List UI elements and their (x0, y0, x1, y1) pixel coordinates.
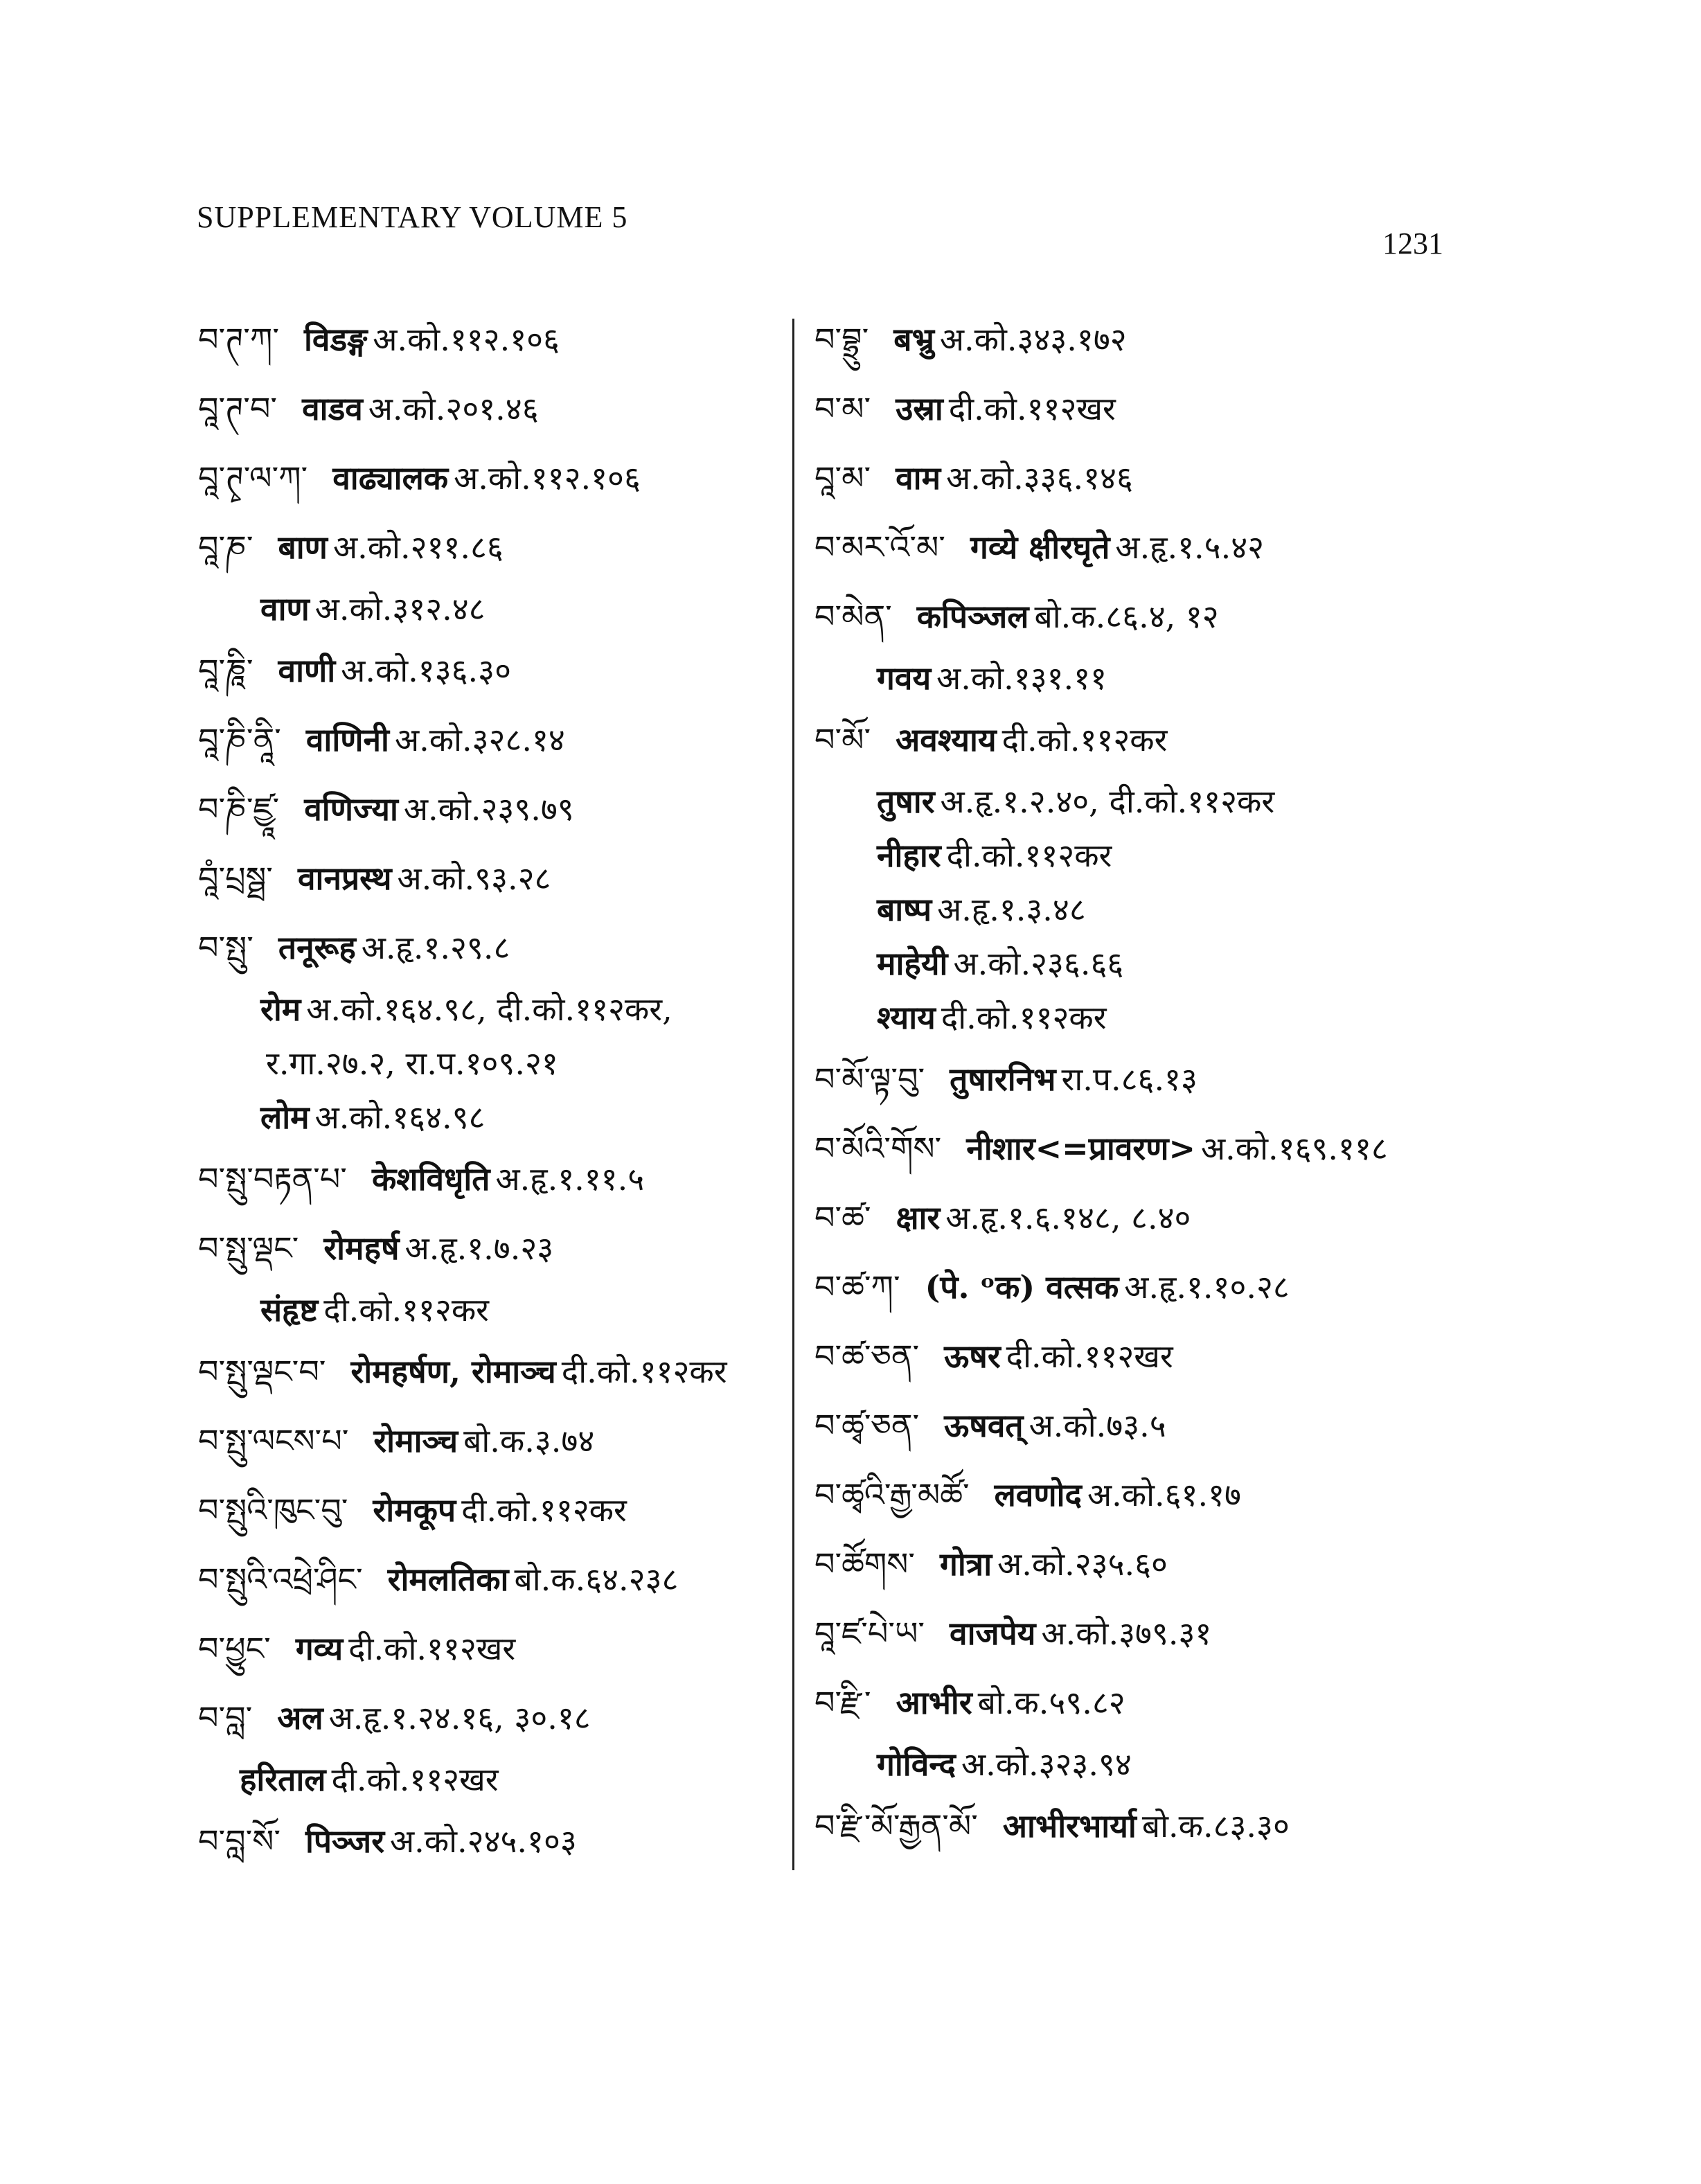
sub-entry (814, 936, 1466, 991)
dictionary-entry (198, 443, 794, 513)
tibetan-headword: བ་བླ་ (198, 1699, 253, 1737)
tibetan-headword: བ་ཕྱུང་ (198, 1630, 271, 1667)
tibetan-headword: བ་སྤུ་ལངས་པ་ (198, 1422, 349, 1459)
dictionary-entry (198, 1806, 794, 1876)
reference: अ.को.३४३.१७२ (939, 321, 1127, 358)
tibetan-headword: བ་སྤུ་ལྡང་ (198, 1229, 299, 1267)
reference: बो.क.६४.२३८ (514, 1561, 679, 1598)
dictionary-entry (198, 513, 794, 582)
sanskrit-equivalent: गोत्रा (940, 1545, 992, 1583)
sanskrit-equivalent: नीहार (877, 837, 941, 874)
sanskrit-equivalent: (पे. ᵒक) वत्सक (925, 1268, 1119, 1306)
reference: अ.को.१६४.९८ (314, 1099, 486, 1136)
dictionary-entry (814, 374, 1466, 443)
sanskrit-equivalent: तुषारनिभ (950, 1060, 1056, 1098)
dictionary-entry (814, 1529, 1466, 1599)
reference: अ.को.१३६.३० (341, 652, 512, 689)
sanskrit-equivalent: पिञ्जर (305, 1822, 385, 1860)
tibetan-headword: བ་སྤུ་ (198, 929, 253, 966)
dictionary-entry (814, 1114, 1466, 1183)
tibetan-headword: བཱ་ཊྭ་ལ་ཀ་ (198, 459, 308, 497)
reference: अ.हृ.१.३.४८ (937, 891, 1086, 928)
sanskrit-equivalent: वाडव (302, 390, 363, 427)
dictionary-entry (814, 1252, 1466, 1322)
tibetan-headword: བ་ཊ་ཀ་ (198, 321, 279, 358)
sanskrit-equivalent: श्याय (877, 999, 936, 1036)
sub-entry (814, 774, 1466, 828)
sanskrit-equivalent: गव्य (295, 1630, 344, 1667)
reference: अ.को.३१२.४८ (314, 590, 486, 628)
dictionary-entry (814, 1322, 1466, 1391)
reference: दी.को.११२कर (946, 837, 1112, 874)
reference: दी.को.११२खर (948, 390, 1116, 427)
left-column (198, 305, 794, 1876)
dictionary-entry (814, 1599, 1466, 1668)
reference: अ.को.१६९.११८ (1201, 1130, 1388, 1167)
dictionary-entry (814, 1391, 1466, 1460)
tibetan-headword: བ་མར་འོ་མ་ (814, 529, 945, 566)
sanskrit-equivalent: नीशार<=प्रावरण> (966, 1130, 1196, 1167)
dictionary-entry (198, 636, 794, 705)
dictionary-entry (198, 1545, 794, 1614)
reference: बो.क.३.७४ (463, 1422, 595, 1459)
sanskrit-equivalent: उस्रा (896, 390, 943, 427)
tibetan-headword: བཱཾ་པྲསྠ་ (198, 860, 273, 897)
tibetan-headword: བ་སྤུ་ལྡང་བ་ (198, 1353, 326, 1390)
reference: अ.को.९३.२८ (397, 860, 551, 897)
sub-entry (198, 582, 794, 636)
tibetan-headword: བཱ་ཎཱི་ (198, 652, 253, 689)
reference: दी.को.११२खर (348, 1630, 516, 1667)
reference: अ.को.२४५.१०३ (390, 1822, 577, 1860)
dictionary-entry (814, 443, 1466, 513)
dictionary-entry (814, 705, 1466, 774)
sanskrit-equivalent: गवय (877, 659, 932, 697)
sub-entry (198, 1090, 794, 1144)
dictionary-entry (198, 305, 794, 374)
sanskrit-equivalent: वाणिनी (305, 721, 389, 758)
sub-entry (198, 982, 794, 1036)
sanskrit-equivalent: बाष्प (877, 891, 932, 928)
reference: अ.हृ.१.६.१४८, ८.४० (945, 1199, 1191, 1236)
reference: अ.हृ.१.७.२३ (404, 1229, 554, 1267)
dictionary-entry (198, 774, 794, 844)
tibetan-headword: བ་ཎི་ཛྱཱ་ (198, 790, 280, 828)
dictionary-entry (198, 1406, 794, 1475)
reference: अ.को.११२.१०६ (454, 459, 641, 497)
dictionary-entry (814, 582, 1466, 651)
reference: अ.को.११२.१०६ (373, 321, 560, 358)
sanskrit-equivalent: विडङ्ग (303, 321, 368, 358)
tibetan-headword: བཱ་ཎ་ (198, 529, 253, 566)
sub-entry (198, 1036, 794, 1090)
sanskrit-equivalent: संहृष्ट (260, 1291, 319, 1329)
sanskrit-equivalent: रोमहर्ष (323, 1229, 400, 1267)
tibetan-headword: བཱ་ཛ་པེ་ཡ་ (814, 1615, 925, 1652)
reference: अ.हृ.१.१०.२८ (1124, 1268, 1290, 1306)
dictionary-entry (198, 1614, 794, 1683)
tibetan-headword: བ་རྫི་མོ་རྒྱན་མོ་ (814, 1807, 978, 1845)
dictionary-entry (814, 305, 1466, 374)
reference: अ.हृ.१.२.४०, दी.को.११२कर (940, 783, 1275, 820)
dictionary-entry (198, 1144, 794, 1214)
tibetan-headword: བ་ཚ་ (814, 1199, 871, 1236)
sanskrit-equivalent: हरिताल (240, 1761, 326, 1798)
sanskrit-equivalent: रोमलतिका (387, 1561, 509, 1598)
sub-entry (814, 828, 1466, 882)
reference: अ.को.३३६.१४६ (946, 459, 1133, 497)
reference: बो.क.८६.४, १२ (1034, 598, 1219, 635)
reference: अ.को.२११.८६ (332, 529, 504, 566)
dictionary-entry (198, 705, 794, 774)
sanskrit-equivalent: वानप्रस्थ (297, 860, 392, 897)
right-column (814, 305, 1466, 1861)
sanskrit-equivalent: ऊषवत् (944, 1407, 1024, 1444)
column-divider (792, 319, 794, 1870)
sanskrit-equivalent: वाण (260, 590, 310, 628)
reference: दी.को.११२खर (331, 1761, 499, 1798)
dictionary-entry (814, 1460, 1466, 1529)
tibetan-headword: བ་ཚོགས་ (814, 1545, 915, 1583)
sub-entry (814, 882, 1466, 936)
tibetan-headword: བ་མེན་ (814, 598, 892, 635)
tibetan-headword: བ་མོ་ (814, 721, 871, 758)
sanskrit-equivalent: माहेयी (877, 945, 948, 982)
dictionary-entry (198, 1683, 794, 1752)
tibetan-headword: བ་མོ་ལྟ་བུ་ (814, 1060, 925, 1098)
sub-entry (814, 1737, 1466, 1791)
sanskrit-equivalent: तनूरूह (278, 929, 356, 966)
sanskrit-equivalent: आभीरभार्या (1002, 1807, 1137, 1845)
sanskrit-equivalent: रोम (260, 991, 301, 1028)
reference: र.गा.२७.२, रा.प.१०९.२१ (266, 1045, 558, 1082)
dictionary-entry (814, 513, 1466, 582)
sanskrit-equivalent: रोमहर्षण, रोमाञ्च (350, 1353, 556, 1390)
dictionary-entry (198, 844, 794, 913)
reference: अ.हृ.१.२९.८ (361, 929, 510, 966)
reference: अ.को.३७९.३१ (1041, 1615, 1212, 1652)
reference: बो.क.८३.३० (1141, 1807, 1290, 1845)
tibetan-headword: བ་མོའི་གོས་ (814, 1130, 942, 1167)
reference: अ.हृ.१.५.४२ (1115, 529, 1265, 566)
reference: अ.हृ.१.११.५ (495, 1160, 645, 1198)
dictionary-entry (198, 1337, 794, 1406)
sanskrit-equivalent: गव्ये क्षीरघृते (970, 529, 1110, 566)
sanskrit-equivalent: क्षार (896, 1199, 941, 1236)
reference: अ.को.२३५.६० (997, 1545, 1168, 1583)
reference: दी.को.११२कर (323, 1291, 489, 1329)
sub-entry (198, 1283, 794, 1337)
sanskrit-equivalent: लोम (260, 1099, 310, 1136)
sanskrit-equivalent: अल (277, 1699, 323, 1737)
tibetan-headword: བ་ཚ་ཅན་ (814, 1338, 920, 1375)
sanskrit-equivalent: केशविधृति (371, 1160, 490, 1198)
sanskrit-equivalent: अवश्याय (896, 721, 997, 758)
sanskrit-equivalent: वाम (896, 459, 941, 497)
reference: दी.को.११२खर (1006, 1338, 1173, 1375)
tibetan-headword: བ་ཚ་ཀ་ (814, 1268, 900, 1306)
dictionary-entry (814, 1791, 1466, 1861)
sanskrit-equivalent: तुषार (877, 783, 935, 820)
reference: अ.को.७३.५ (1028, 1407, 1166, 1444)
sanskrit-equivalent: रोमकूप (373, 1491, 456, 1529)
sanskrit-equivalent: आभीर (896, 1684, 972, 1721)
running-header: SUPPLEMENTARY VOLUME 5 (197, 200, 628, 234)
reference: अ.को.३२३.९४ (961, 1746, 1132, 1783)
tibetan-headword: བ་བྷྲུ་ (814, 321, 869, 358)
reference: अ.को.१६४.९८, दी.को.११२कर, (306, 991, 673, 1028)
sanskrit-equivalent: वाजपेय (950, 1615, 1036, 1652)
reference: अ.हृ.१.२४.१६, ३०.१८ (328, 1699, 591, 1737)
tibetan-headword: བཱ་མ་ (814, 459, 871, 497)
sub-entry (198, 1752, 794, 1806)
tibetan-headword: བཱ་ཊ་བ་ (198, 390, 278, 427)
sanskrit-equivalent: रोमाञ्च (373, 1422, 458, 1459)
sub-entry (814, 991, 1466, 1045)
dictionary-entry (198, 1214, 794, 1283)
reference: दी.को.११२कर (1001, 721, 1168, 758)
tibetan-headword: བཱ་ཎི་ནཱི་ (198, 721, 281, 758)
reference: बो.क.५९.८२ (977, 1684, 1125, 1721)
sanskrit-equivalent: गोविन्द (877, 1746, 956, 1783)
reference: अ.को.२३६.६६ (953, 945, 1124, 982)
dictionary-entry (814, 1183, 1466, 1252)
reference: अ.को.६१.१७ (1087, 1476, 1241, 1513)
dictionary-entry (814, 1045, 1466, 1114)
tibetan-headword: བ་སྤུའི་འཕྲེ་ཤིང་ (198, 1561, 363, 1598)
reference: दी.को.११२कर (941, 999, 1107, 1036)
tibetan-headword: བ་ཚྭའི་རྒྱ་མཚོ་ (814, 1476, 970, 1513)
tibetan-headword: བ་སྤུ་བརྟན་པ་ (198, 1160, 347, 1198)
sanskrit-equivalent: ऊषर (944, 1338, 1001, 1375)
sanskrit-equivalent: वणिज्या (304, 790, 398, 828)
tibetan-headword: བ་སྤུའི་ཁུང་བུ་ (198, 1491, 348, 1529)
dictionary-entry (198, 913, 794, 982)
dictionary-entry (814, 1668, 1466, 1737)
reference: अ.को.२०१.४६ (368, 390, 539, 427)
reference: अ.को.१३१.११ (936, 659, 1107, 697)
sanskrit-equivalent: बाण (278, 529, 328, 566)
sanskrit-equivalent: कपिञ्जल (916, 598, 1029, 635)
sanskrit-equivalent: वाणी (278, 652, 336, 689)
sanskrit-equivalent: बभ्रु (893, 321, 934, 358)
dictionary-entry (198, 374, 794, 443)
sanskrit-equivalent: लवणोद (994, 1476, 1082, 1513)
page-number: 1231 (1382, 227, 1443, 260)
tibetan-headword: བ་བླ་སོ་ (198, 1822, 281, 1860)
reference: रा.प.८६.१३ (1061, 1060, 1197, 1098)
reference: दी.को.११२कर (461, 1491, 627, 1529)
reference: दी.को.११२कर (561, 1353, 727, 1390)
sub-entry (814, 651, 1466, 705)
tibetan-headword: བ་རྫི་ (814, 1684, 871, 1721)
tibetan-headword: བ་མ་ (814, 390, 871, 427)
tibetan-headword: བ་ཚྭ་ཅན་ (814, 1407, 920, 1444)
sanskrit-equivalent: वाढ्यालक (332, 459, 449, 497)
dictionary-entry (198, 1475, 794, 1545)
reference: अ.को.३२८.१४ (394, 721, 565, 758)
reference: अ.को.२३९.७९ (403, 790, 574, 828)
